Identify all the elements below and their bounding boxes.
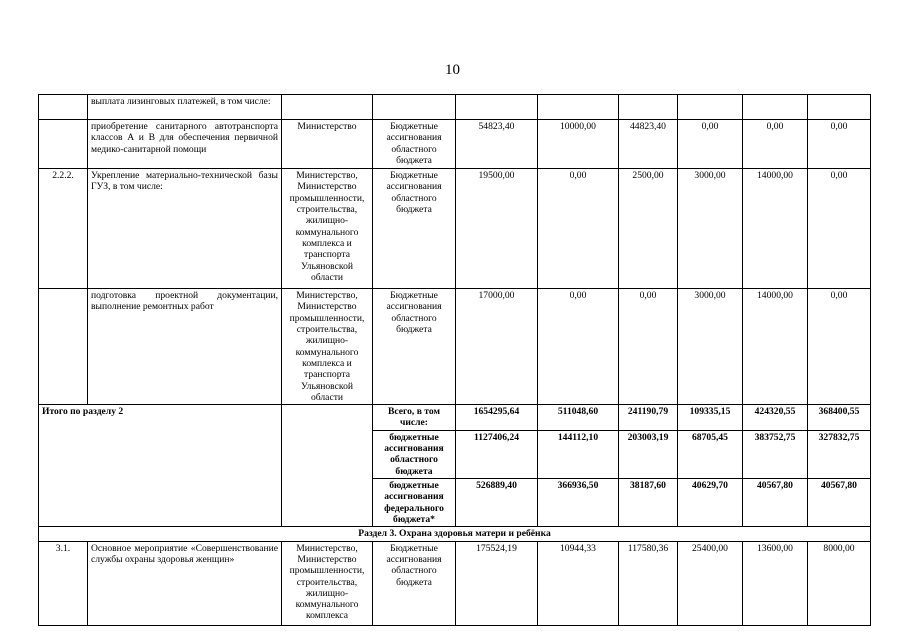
value-year-4: [743, 95, 808, 120]
funding-source: бюджетные ассигнования федерального бюджета*: [373, 479, 456, 527]
funding-source: Бюджетные ассигнования областного бюджета: [373, 289, 456, 405]
row-number: 2.2.2.: [39, 169, 88, 289]
value-year-3: 0,00: [678, 120, 743, 169]
value-year-2: 0,00: [619, 289, 678, 405]
value-year-4: 0,00: [743, 120, 808, 169]
value-year-5: 0,00: [808, 120, 871, 169]
value-year-4: 383752,75: [743, 430, 808, 478]
value-year-1: 0,00: [538, 169, 619, 289]
value-year-1: [538, 95, 619, 120]
value-year-1: 10944,33: [538, 541, 619, 625]
executor: [282, 95, 373, 120]
row-number: 3.1.: [39, 541, 88, 625]
funding-source: [373, 95, 456, 120]
table-row: [39, 169, 871, 289]
funding-source: Бюджетные ассигнования областного бюджета: [373, 169, 456, 289]
value-total: 1654295,64: [456, 405, 538, 431]
table-row: [39, 541, 871, 625]
value-year-5: 40567,80: [808, 479, 871, 527]
funding-source: Бюджетные ассигнования областного бюджета: [373, 120, 456, 169]
value-total: [456, 95, 538, 120]
value-year-3: 109335,15: [678, 405, 743, 431]
row-number: [39, 95, 88, 120]
value-total: 175524,19: [456, 541, 538, 625]
executor: Министерство, Министерство промышленности, строительства, жилищно-коммунального комплекса и транспорта Ульяновской области: [282, 289, 373, 405]
value-year-1: 511048,60: [538, 405, 619, 431]
value-year-4: 40567,80: [743, 479, 808, 527]
row-number: [39, 120, 88, 169]
funding-source: бюджетные ассигнования областного бюджета: [373, 430, 456, 478]
value-year-1: 10000,00: [538, 120, 619, 169]
value-year-5: 8000,00: [808, 541, 871, 625]
value-year-3: 3000,00: [678, 169, 743, 289]
table-row: [39, 95, 871, 120]
value-year-1: 366936,50: [538, 479, 619, 527]
value-year-3: 25400,00: [678, 541, 743, 625]
value-year-4: 14000,00: [743, 169, 808, 289]
value-total: 17000,00: [456, 289, 538, 405]
value-year-2: [619, 95, 678, 120]
value-year-2: 44823,40: [619, 120, 678, 169]
executor: [282, 405, 373, 527]
value-year-5: 0,00: [808, 169, 871, 289]
page-number: 10: [445, 62, 460, 78]
measure-name: подготовка проектной документации, выполнение ремонтных работ: [88, 289, 282, 405]
funding-source: Бюджетные ассигнования областного бюджета: [373, 541, 456, 625]
value-year-3: 68705,45: [678, 430, 743, 478]
value-total: 19500,00: [456, 169, 538, 289]
table-row: [39, 120, 871, 169]
value-year-1: 144112,10: [538, 430, 619, 478]
value-year-2: 241190,79: [619, 405, 678, 431]
value-year-5: 368400,55: [808, 405, 871, 431]
funding-source: Всего, в том числе:: [373, 405, 456, 431]
value-year-2: 38187,60: [619, 479, 678, 527]
executor: Министерство, Министерство промышленности, строительства, жилищно-коммунального комплекса и транспорта Ульяновской области: [282, 169, 373, 289]
row-number: [39, 289, 88, 405]
value-year-2: 2500,00: [619, 169, 678, 289]
measure-name: приобретение санитарного автотранспорта классов А и В для обеспечения первичной медико-санитарной помощи: [88, 120, 282, 169]
measure-name: Укрепление материально-технической базы ГУЗ, в том числе:: [88, 169, 282, 289]
section-header: Раздел 3. Охрана здоровья матери и ребёнка: [39, 527, 871, 541]
value-year-3: 3000,00: [678, 289, 743, 405]
executor: Министерство: [282, 120, 373, 169]
value-year-1: 0,00: [538, 289, 619, 405]
value-total: 54823,40: [456, 120, 538, 169]
value-year-5: 327832,75: [808, 430, 871, 478]
value-year-5: [808, 95, 871, 120]
value-year-3: 40629,70: [678, 479, 743, 527]
section-total-row: [39, 405, 871, 431]
value-year-4: 13600,00: [743, 541, 808, 625]
value-year-4: 424320,55: [743, 405, 808, 431]
section-header-row: [39, 527, 871, 541]
value-year-4: 14000,00: [743, 289, 808, 405]
table-row: [39, 289, 871, 405]
budget-table: [38, 94, 871, 626]
value-year-2: 203003,19: [619, 430, 678, 478]
value-total: 526889,40: [456, 479, 538, 527]
value-total: 1127406,24: [456, 430, 538, 478]
value-year-5: 0,00: [808, 289, 871, 405]
value-year-2: 117580,36: [619, 541, 678, 625]
measure-name: выплата лизинговых платежей, в том числе:: [88, 95, 282, 120]
section-total-label: Итого по разделу 2: [39, 405, 282, 527]
executor: Министерство, Министерство промышленности, строительства, жилищно-коммунального комплекса: [282, 541, 373, 625]
value-year-3: [678, 95, 743, 120]
measure-name: Основное мероприятие «Совершенствование службы охраны здоровья женщин»: [88, 541, 282, 625]
